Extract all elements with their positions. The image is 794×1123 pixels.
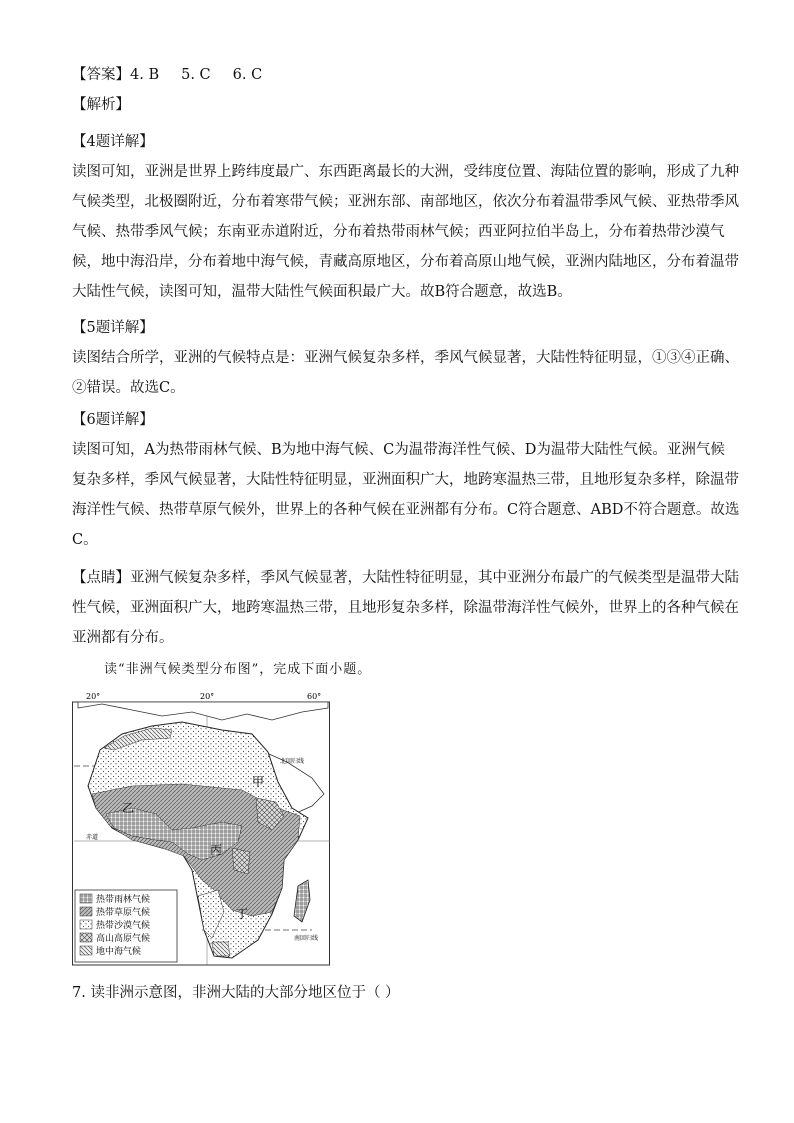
q4-line: 气候类型，北极圈附近，分布着寒带气候；亚洲东部、南部地区，依次分布着温带季风气候、亚热带季风 bbox=[72, 194, 739, 210]
q5-section bbox=[72, 313, 739, 403]
lon-label: 20° bbox=[86, 692, 101, 701]
legend-item: 热带沙漠气候 bbox=[96, 921, 151, 931]
answer-item: 5. C bbox=[181, 67, 211, 83]
answer-item: 6. C bbox=[232, 67, 263, 83]
tip-line: 亚洲都有分布。 bbox=[72, 630, 174, 646]
region-label: 丙 bbox=[210, 843, 223, 857]
map-caption: 读“非洲气候类型分布图”，完成下面小题。 bbox=[104, 662, 372, 677]
q5-line: 读图结合所学，亚洲的气候特点是：亚洲气候复杂多样，季风气候显著，大陆性特征明显，①③④正确、 bbox=[72, 350, 739, 366]
q4-section bbox=[72, 127, 739, 307]
region-label: 乙 bbox=[122, 801, 135, 815]
q4-line: 大陆性气候，读图可知，温带大陆性气候面积最广大。故B符合题意，故选B。 bbox=[72, 284, 572, 300]
q6-line: 海洋性气候、热带草原气候外，世界上的各种气候在亚洲都有分布。C符合题意、ABD不符合题意。故选 bbox=[72, 502, 740, 518]
q6-line: 复杂多样，季风气候显著，大陆性特征明显，亚洲面积广大，地跨寒温热三带，且地形复杂多样，除温带 bbox=[72, 472, 739, 488]
lon-label: 60° bbox=[307, 692, 322, 701]
tip-line: 亚洲气候复杂多样，季风气候显著，大陆性特征明显，其中亚洲分布最广的气候类型是温带大陆 bbox=[130, 570, 739, 586]
tip-label: 【点睛】 bbox=[72, 570, 130, 586]
legend-item: 热带草原气候 bbox=[96, 908, 151, 918]
answer-item: 4. B bbox=[130, 67, 160, 83]
question-7: 7. 读非洲示意图，非洲大陆的大部分地区位于（ ） bbox=[72, 985, 400, 1001]
equator-label: 赤道 bbox=[86, 834, 99, 841]
tip-line: 性气候，亚洲面积广大，地跨寒温热三带，且地形复杂多样，除温带海洋性气候外，世界上的各种气候在 bbox=[72, 600, 739, 616]
legend-item: 热带雨林气候 bbox=[96, 895, 151, 905]
q6-line: C。 bbox=[72, 532, 98, 548]
tropic-capricorn-label: 南回归线 bbox=[294, 935, 319, 942]
analysis-label: 【解析】 bbox=[72, 97, 130, 113]
legend-item: 高山高原气候 bbox=[96, 934, 151, 944]
q4-line: 候，地中海沿岸，分布着地中海气候，青藏高原地区，分布着高原山地气候，亚洲内陆地区，分布着温带 bbox=[72, 254, 739, 270]
africa-climate-map bbox=[72, 690, 332, 970]
q5-line: ②错误。故选C。 bbox=[72, 380, 185, 396]
region-label: 丁 bbox=[236, 907, 249, 921]
q4-line: 气候、热带季风气候；东南亚赤道附近，分布着热带雨林气候；西亚阿拉伯半岛上，分布着热带沙漠气 bbox=[72, 224, 725, 240]
q6-section bbox=[72, 405, 740, 555]
lon-label: 20° bbox=[200, 692, 215, 701]
legend-item: 地中海气候 bbox=[96, 947, 142, 957]
q4-heading: 【4题详解】 bbox=[72, 134, 154, 150]
region-label: 甲 bbox=[252, 775, 265, 789]
answer-label: 【答案】 bbox=[72, 67, 130, 83]
q6-heading: 【6题详解】 bbox=[72, 412, 154, 428]
tropic-cancer-label: 北回归线 bbox=[280, 758, 305, 765]
q4-line: 读图可知，亚洲是世界上跨纬度最广、东西距离最长的大洲，受纬度位置、海陆位置的影响，形成了九种 bbox=[72, 164, 739, 180]
answer-section bbox=[72, 60, 724, 120]
q5-heading: 【5题详解】 bbox=[72, 320, 154, 336]
q6-line: 读图可知，A为热带雨林气候、B为地中海气候、C为温带海洋性气候、D为温带大陆性气候。亚洲气候 bbox=[72, 442, 725, 458]
tip-section bbox=[72, 563, 739, 653]
